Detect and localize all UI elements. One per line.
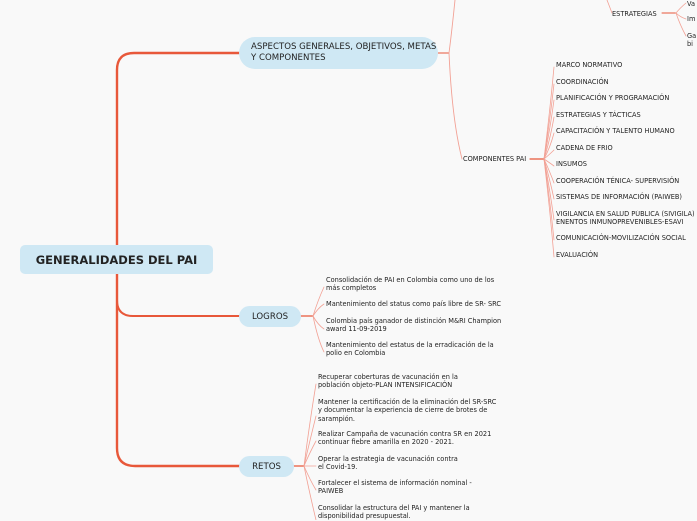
reto-item[interactable]: Operar la estrategia de vacunación contra el Covid-19.	[318, 455, 458, 472]
componente-item[interactable]: COORDINACIÓN	[556, 78, 609, 86]
reto-item[interactable]: Realizar Campaña de vacunación contra SR en 2021 continuar fiebre amarilla en 2020 - 2021.	[318, 430, 492, 447]
reto-item[interactable]: Recuperar coberturas de vacunación en la población objeto-PLAN INTENSIFICACIÓN	[318, 373, 458, 390]
logro-item[interactable]: Colombia país ganador de distinción M&RI Champion award 11-09-2019	[326, 317, 502, 334]
componente-item[interactable]: EVALUACIÓN	[556, 251, 599, 259]
logros-node[interactable]	[239, 306, 301, 327]
logros-label: LOGROS	[251, 311, 289, 322]
aspectos-label: ASPECTOS GENERALES, OBJETIVOS, METAS Y COMPONENTES	[251, 42, 437, 63]
reto-item[interactable]: Mantener la certificación de la eliminación del SR-SRC y documentar la experiencia de cierre de brotes de sarampión.	[318, 398, 497, 423]
logro-item[interactable]: Mantenimiento del status como país libre de SR- SRC	[326, 300, 502, 308]
componente-item[interactable]: CAPACITACIÓN Y TALENTO HUMANO	[556, 127, 675, 135]
componente-item[interactable]: INSUMOS	[556, 160, 587, 168]
estrategias-item[interactable]: Ga bi	[687, 32, 697, 49]
aspectos-node[interactable]	[239, 37, 438, 69]
componente-item[interactable]: ESTRATEGIAS Y TÁCTICAS	[556, 111, 641, 119]
componente-item[interactable]: SISTEMAS DE INFORMACIÓN (PAIWEB)	[556, 193, 682, 201]
root-node[interactable]	[20, 245, 213, 274]
componente-item[interactable]: PLANIFICACIÓN Y PROGRAMACIÓN	[556, 94, 670, 102]
logro-item[interactable]: Mantenimiento del estatus de la erradicación de la polio en Colombia	[326, 341, 494, 358]
estrategias-item[interactable]: Va	[687, 0, 696, 8]
componente-item[interactable]: VIGILANCIA EN SALUD PÚBLICA (SIVIGILA) ENENTOS INMUNOPREVENIBLES-ESAVI	[556, 210, 695, 227]
logro-item[interactable]: Consolidación de PAI en Colombia como uno de los más completos	[326, 276, 495, 293]
reto-item[interactable]: Consolidar la estructura del PAI y mantener la disponibilidad presupuestal.	[318, 504, 470, 521]
estrategias-label[interactable]: ESTRATEGIAS	[612, 10, 657, 18]
componente-item[interactable]: COOPERACIÓN TÉNICA- SUPERVISIÓN	[556, 177, 680, 185]
componentes-label[interactable]: COMPONENTES PAI	[463, 155, 527, 163]
componente-item[interactable]: COMUNICACIÓN-MOVILIZACIÓN SOCIAL	[556, 234, 686, 242]
reto-item[interactable]: Fortalecer el sistema de información nominal - PAIWEB	[318, 479, 472, 496]
retos-label: RETOS	[252, 461, 281, 472]
componente-item[interactable]: MARCO NORMATIVO	[556, 61, 623, 69]
root-label: GENERALIDADES DEL PAI	[35, 252, 198, 267]
componente-item[interactable]: CADENA DE FRIO	[556, 144, 613, 152]
estrategias-item[interactable]: Im	[687, 15, 696, 23]
retos-node[interactable]	[239, 456, 294, 477]
